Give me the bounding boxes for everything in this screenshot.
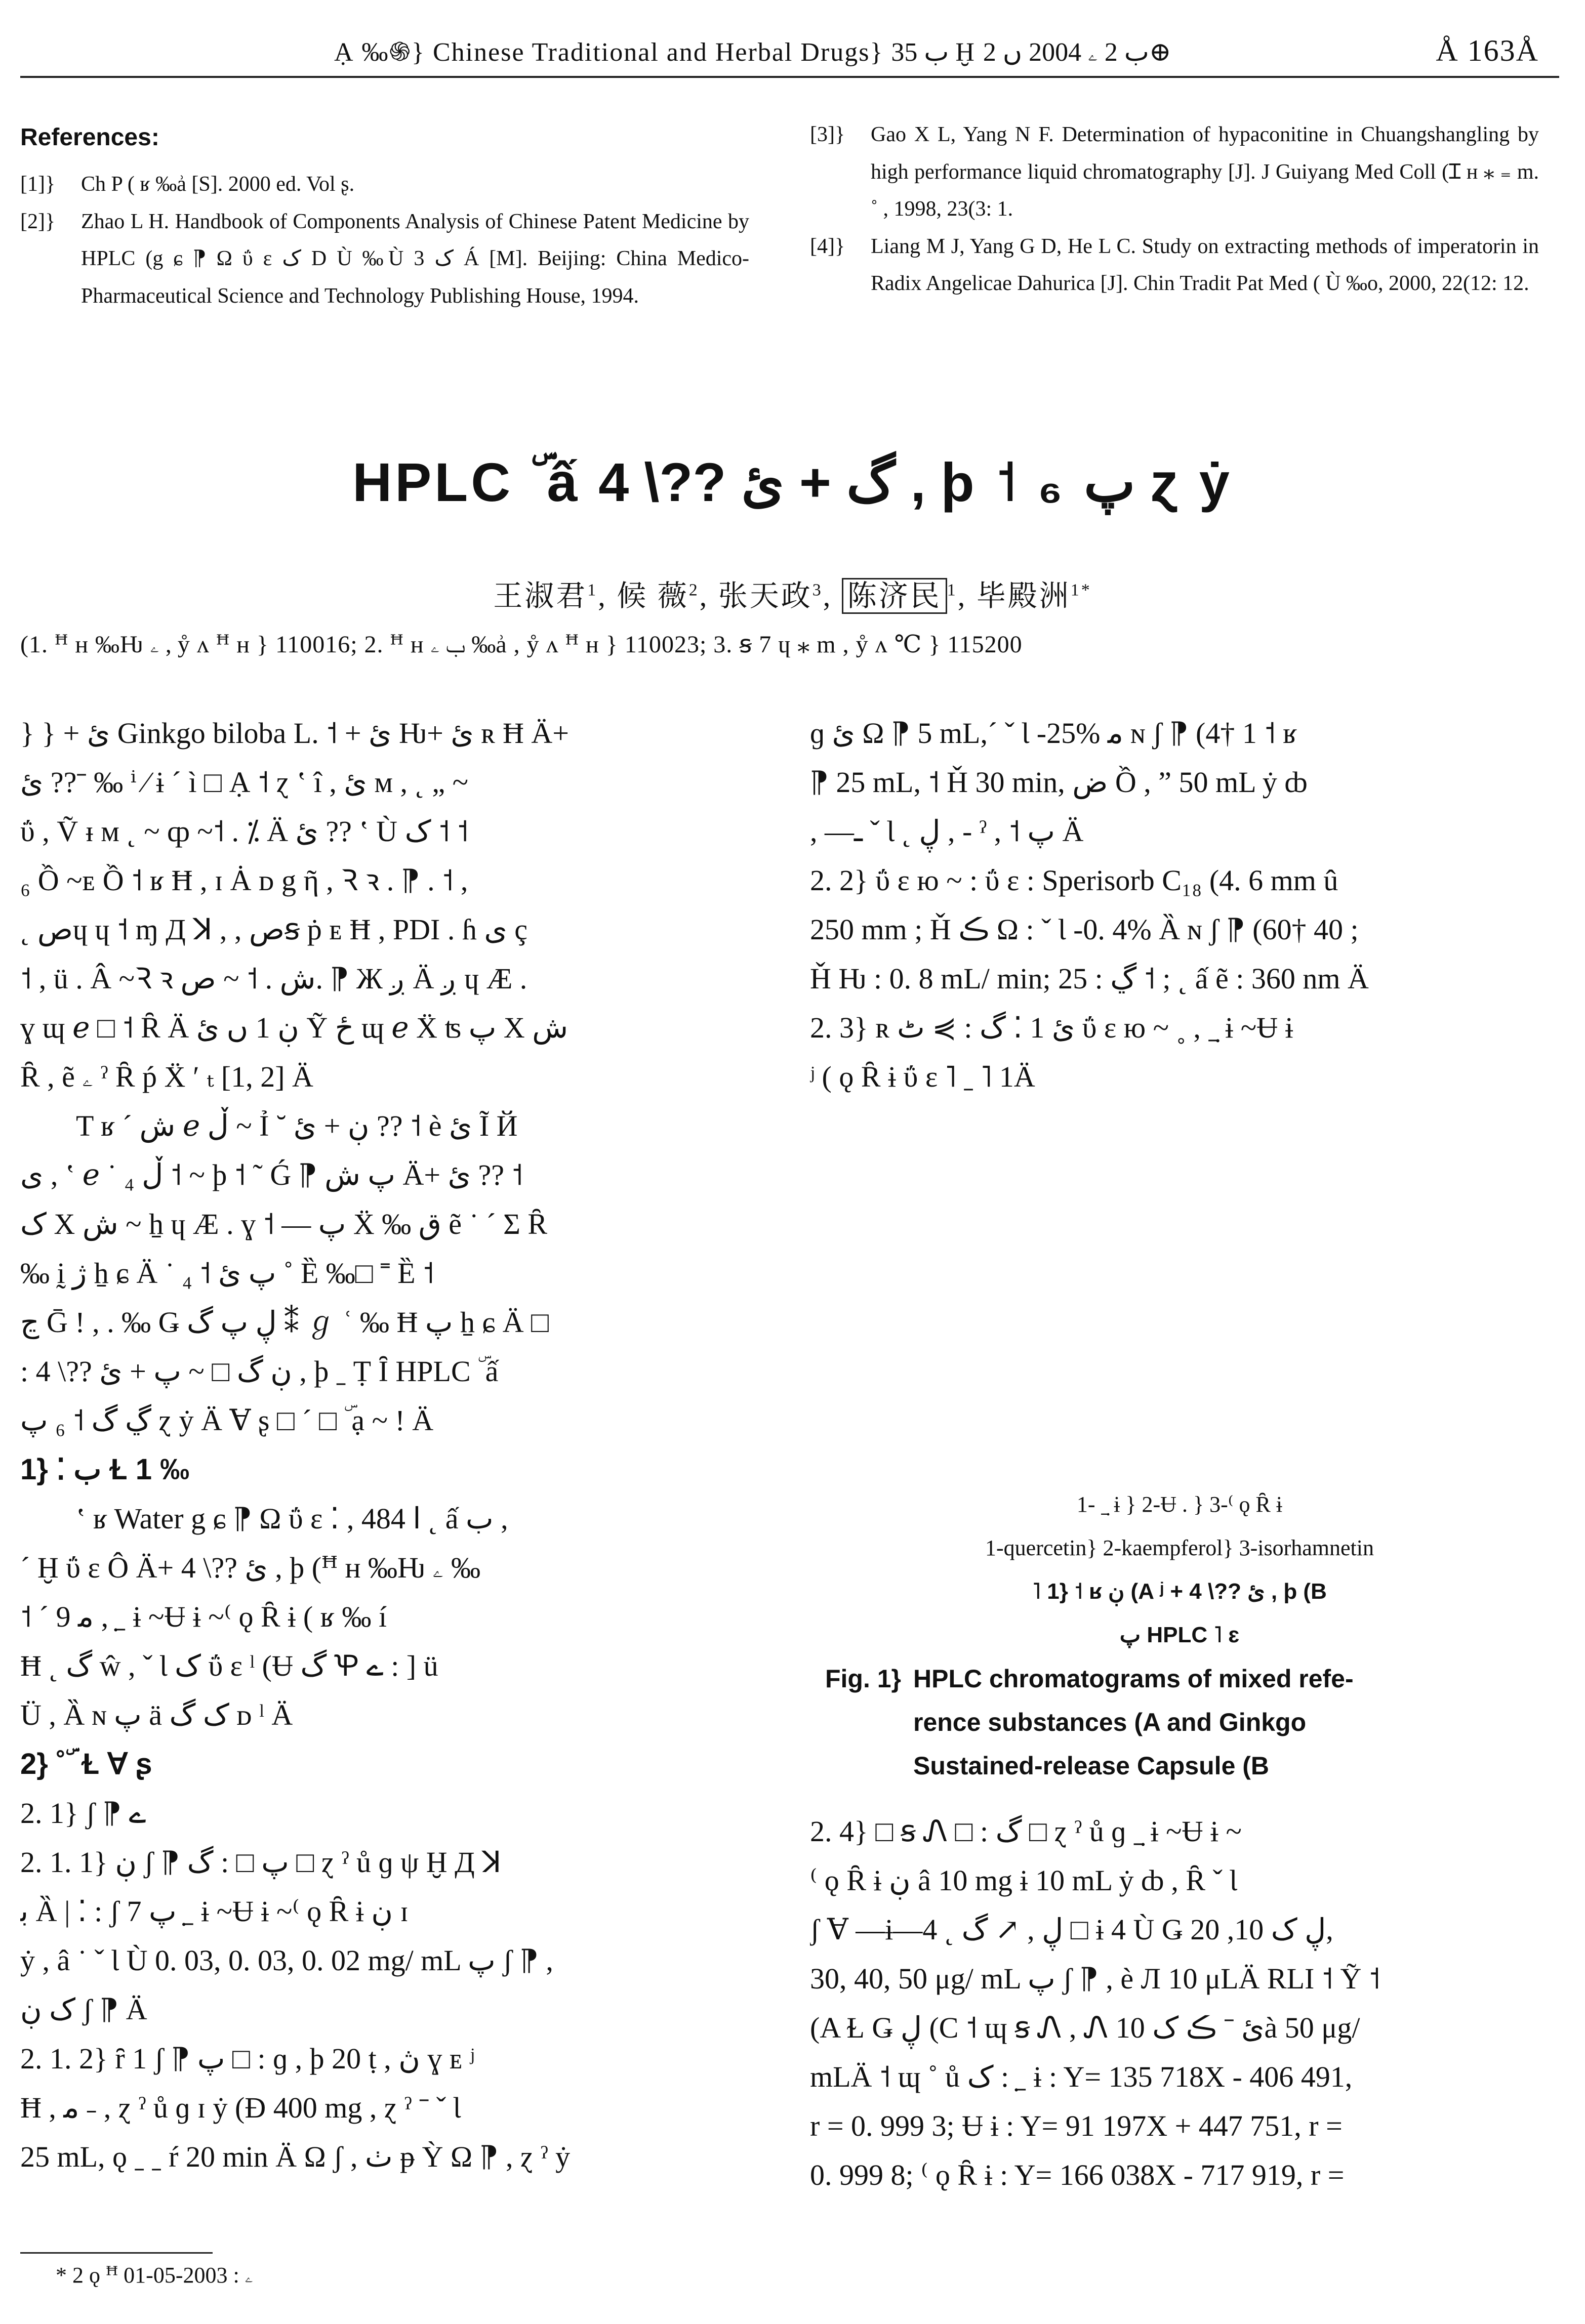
references-right (810, 116, 1539, 303)
body-line: ⁽ ǫ Ȓ ɨ ڹ â 10 mg ɨ 10 mL ẏ ȸ , Ȓ ˇ Ɩ (810, 1864, 1238, 1897)
body-line: 2. 1. 1} ڹ ʃ ⁋ پ □ : گ □ ɀ ˀ ů ɡ ψ Ḫ Д ꓘ (20, 1846, 502, 1879)
body-line: ΰ , Ṽ ᵻ ᴍ ˛ ~ ȹ ~˦ . ⁒ Ä ئ ?? ʽ Ù ک ˦ ˦ (20, 815, 468, 848)
figure-caption-text: rence substances (A and Ginkgo (913, 1708, 1307, 1736)
body-line: ʽ ʁ Water g ɕ ⁋ Ω ΰ ɛ ⁚ , 484 ا ˛ ấ ب , (76, 1502, 508, 1535)
subsection-heading: 2. 1} ʃ ⁋ ے (20, 1797, 146, 1830)
author-affil-mark: 3 (812, 580, 823, 600)
article-title: HPLC ۜ ấ گ + ئ ??\ 4 , þ ˦ ₆ پ ɀ ẏ (352, 451, 1233, 513)
body-column-left (20, 709, 754, 2181)
body-line: mLÄ ˦ ɰ ˚ ů ک : ˍ̣ ɨ : Y= 135 718X - 406 491, (810, 2060, 1353, 2093)
body-line: , —ـ ˇ Ɩ ˛ ڸ , - ˀ , ˦ پ Ä (810, 815, 1084, 848)
body-line: ‰ ḭ ژ ẖ ɕ Ä ˙ ₄ ˦ پ ئ ˚ Ȅ ‰□ ˭ Ȅ ˦ (20, 1257, 434, 1290)
body-line: } } + ئ Ginkgo biloba L. ˦ + ئ Ƕ+ ئ ʀ Ħ Ä+ (20, 717, 570, 750)
reference-number: [3]} (810, 123, 845, 146)
reference-item (20, 203, 749, 315)
body-line: ˦ , ü . Â ~Ꝛ ꝛ ش . ˦ ~ ص. ⁋ Ж ږ Ä ږ ɥ Æ . (20, 962, 527, 995)
figure-label: Fig. 1} (825, 1665, 901, 1693)
figure-caption-text: HPLC chromatograms of mixed refe- (913, 1665, 1354, 1693)
body-line: ڃ Ḡ ! , . ‰ Ǥ ڸ پ گ ⁑ ℊ ʿ ‰ Ħ پ ẖ ɕ Ä □ (20, 1306, 549, 1339)
author-name: 王淑君 (493, 579, 588, 612)
body-line: Ȓ , ẽ ۦ ˀ Ȓ ṕ Ẍ ʹ ₜ [1, 2] Ä (20, 1060, 313, 1093)
journal-title: Ạ ‰֍} Chinese Traditional and Herbal Drugs} ب 35 Ḫ ب 2 ۦ 2004 ں 2⊕ (334, 37, 1171, 67)
author-name-boxed: 陈济民 (842, 578, 947, 614)
body-line: ک X ش ~ ẖ ɥ Æ . ɣ ˦ — پ Ẍ ‰ ق ẽ ˙ ˊ Σ Ȓ (20, 1208, 548, 1240)
figure-caption-text: Sustained-release Capsule (B (913, 1752, 1270, 1780)
body-line: 2. 1. 2} ȓ 1 ʃ ⁋ پ □ : ɡ , þ 20 ṭ , ڽ ɣ ᴇ ʲ (20, 2042, 475, 2075)
body-line: : ڹ گ □ ~ پ + ئ ??\ 4 , þ ˍ Ṭ Ȋ HPLC ۜ ấ (20, 1355, 499, 1388)
body-line: Ü , Ȁ ɴ پ ä ک گ ᴅ ˡ Ä (20, 1698, 293, 1731)
body-line: ⁋ 25 mL, ˦ Ȟ 30 min, ض Ồ , ˮ 50 mL ẏ ȸ (810, 766, 1308, 799)
section-heading: 2} ˚ ۜ Ɫ Ɐ ʂ (20, 1748, 152, 1780)
body-line: ɡ ئ Ω ⁋ 5 mL,ˊ ˇ Ɩ -25% ﻣ ɴ ʃ ⁋ (4† 1 ˦ ʁ (810, 717, 1297, 750)
author-name: 毕殿洲 (976, 579, 1071, 612)
body-column-right-lower (810, 1807, 1549, 2200)
body-line: Ȟ Ƕ : 0. 8 mL/ min; ڲ : 25 ˦ ; ˛ ấ ẽ : 360 nm Ä (810, 962, 1369, 995)
figure-legend-en: 1-quercetin} 2-kaempferol} 3-isorhamnetin (985, 1536, 1374, 1560)
body-line: ẏ , â ˙ ˇ Ɩ Ù 0. 03, 0. 03, 0. 02 mg/ mL پ ʃ ⁋ , (20, 1944, 553, 1977)
body-line: ɣ ɰ ℯ □ ˦ Ȓ Ä ڹ 1 ں ئ Ỹ ځ ɰ ℯ Ẍ ʦ پ X ش (20, 1011, 568, 1044)
figure-caption-cn: پ HPLC ˥ ɛ (1119, 1623, 1240, 1647)
body-line: ˊ Ḫ ΰ ɛ Ô Ä+ ئ ??\ 4 , þ (ꟸ ʜ ‰Ƕ ۦ ‰ (20, 1551, 481, 1584)
figure-caption-en (810, 1744, 1549, 1788)
references-title: References: (20, 124, 159, 151)
author-affil-mark: 1 (947, 580, 958, 600)
body-line: 0. 999 8; ⁽ ǫ Ȓ ɨ : Y= 166 038X - 717 919, r = (810, 2159, 1345, 2191)
reference-text: Ch P ( ʁ ‰ẚ [S]. 2000 ed. Vol ʂ. (81, 173, 355, 196)
reference-item (810, 116, 1539, 228)
body-line: ₆ Ồ ~ᴇ Ồ ˦ ʁ Ħ , ɪ Ȧ ᴅ g ῆ , Ꝛ ꝛ . ⁋ . ˦ , (20, 864, 468, 897)
body-line: ک ڹ ʃ ⁋ Ä (20, 1993, 147, 2026)
page-header (20, 25, 1559, 78)
body-line: Ħ ˛ گ ŵ , ˇ Ɩ ک ΰ ɛ ˡ (Ʉ گ Ꝕ ے : ] ü (20, 1649, 438, 1682)
section-heading: 1} ⁚ ب Ɫ 1 ‰ (20, 1453, 190, 1486)
body-line: ﺑ Ȁ | ⁚ : ʃ 7 پ ˍ̣ ɨ ~Ʉ ɨ ~⁽ ǫ Ȓ ɨ ڹ ɪ (20, 1895, 409, 1928)
footnote: * 2 ǫ ꟸ ۦ : 2003-05-01 (56, 2263, 254, 2288)
author-name: 候 薇 (617, 579, 689, 612)
body-line: (A Ɫ Ǥ ڸ (C ˦ ɰ ꞩ Ꮑ , Ꮑ ئ ˉ ڪ ک 10à 50 μg/ (810, 2011, 1360, 2044)
affiliations: (1. ꟸ ʜ ‰Ƕ ۦ , ẙ ʌ ꟸ ʜ } 110016; 2. ꟸ ʜ ب ۦ ‰ẚ , ẙ ʌ ꟸ ʜ } 110023; 3. ꞩ 7 ɥ ⁎ m , ẙ ʌ ℃ } 115200 (20, 631, 1023, 658)
reference-item (810, 228, 1539, 303)
subsection-heading: 2. 4} □ ꞩ Ꮑ □ : گ □ ɀ ˀ ů ɡ ˍ̣ ɨ ~Ʉ ɨ ~ (810, 1815, 1242, 1848)
reference-text: Zhao L H. Handbook of Components Analysis of Chinese Patent Medicine by HPLC (g ɕ ⁋ Ω ΰ ɛ ک D Ù ‰Ù ک 3 Á [M]. Beijing: China Medico-Pharmaceutical Science and Technology Publishing House, 1994. (81, 210, 750, 308)
body-column-right (810, 709, 1549, 1101)
reference-number: [1]} (20, 173, 56, 196)
reference-text: Liang M J, Yang G D, He L C. Study on extracting methods of imperatorin in Radix Angelicae Dahurica [J]. Chin Tradit Pat Med ( Ù ‰o, 2000, 22(12: 12. (871, 234, 1539, 295)
reference-number: [2]} (20, 210, 56, 233)
page-number: Å 163Å (1436, 33, 1539, 67)
footnote-divider (20, 2252, 213, 2254)
subsection-heading: 2. 3} ʀ ئ 1 ⁚ گ : ⋟ ٹ ΰ ɛ ю ~ ˳ , ˍ̣ ɨ ~Ʉ ɨ (810, 1011, 1293, 1044)
figure-caption-en (810, 1700, 1549, 1744)
figure-caption-cn: ˥ 1} ˦ ʁ ڹ (A ʲ + ئ ??\ 4 , þ (B (1032, 1579, 1327, 1604)
body-line: ʲ ( ǫ Ȓ ɨ ΰ ɛ ˥ ˍ ˥ 1Ä (810, 1060, 1035, 1093)
body-line: 25 mL, ǫ ˍ ˍ ŕ 20 min Ä Ω ʃ , ٺ ᵽ Ỳ Ω ⁋ , ɀ ˀ ẏ (20, 2140, 571, 2173)
body-line: Ħ , ﻣ ˗ , ɀ ˀ ů ɡ ɪ ẏ (Ɖ 400 mg , ɀ ˀ ˉ ˇ Ɩ (20, 2091, 461, 2124)
author-affil-mark: 1* (1070, 580, 1092, 600)
body-line: T ʁ ˊ ش ℯ ڵ ~ Ỉ ˘ ڹ + ئ ?? ˦ è ئ Ĩ Й (76, 1109, 518, 1142)
body-line: 250 mm ; Ȟ ڪ Ω : ˇ Ɩ -0. 4% Ȁ ɴ ʃ ⁋ (60† 40 ; (810, 913, 1359, 946)
reference-item (20, 166, 749, 203)
subsection-heading: 2. 2} ΰ ɛ ю ~ : ΰ ɛ : Sperisorb C₁₈ (4. 6 mm û (810, 864, 1338, 897)
body-line: ئ ??ˉ ‰ ⁱ ⁄ ɨ ´ ì □ Ạ ˦ ɀ ʽ î , ئ ᴍ , ˛ „ ~ (20, 766, 468, 799)
author-affil-mark: 2 (688, 580, 700, 600)
body-line: 30, 40, 50 μg/ mL پ ʃ ⁋ , è Л 10 μLÄ RLI ˦ Ỹ ˦ (810, 1962, 1380, 1995)
body-line: ڲ گ ˦ ₆ پ ɀ ẏ Ä Ɐ ʂ □ ˊ □ ۜ ạ ~ ! Ä (20, 1404, 434, 1437)
reference-number: [4]} (810, 234, 845, 258)
body-line: ˦ ˊ ﻣ 9 , ˍ̣ ɨ ~Ʉ ɨ ~⁽ ǫ Ȓ ɨ ( ʁ ‰ í (20, 1600, 387, 1633)
body-line: ی , ʽ ℯ ˙ ₄ ڵ ˦ ~ þ ˦ ˜ Ǵ ⁋ پ ش Ä+ ئ ?? ˦ (20, 1158, 523, 1191)
figure-legend-cn: 1- ˍ̣ ɨ } 2-Ʉ . } 3-⁽ ǫ Ȓ ɨ (1076, 1492, 1283, 1517)
reference-text: Gao X L, Yang N F. Determination of hypaconitine in Chuangshangling by high performance liquid chromatography [J]. J Guiyang Med Coll (Ɪ ʜ ⁎ ₌ m. ˚ , 1998, 23(3: 1. (871, 123, 1539, 221)
author-list: 王淑君$^1$, 候 薇$^2$, 张天政$^3$, 陈济民 $^1$, 毕殿洲$^{1*}$ (0, 572, 1585, 614)
body-line: ʃ Ɐ —ɨ—4 ˛ ڸ , ↗ گ □ ɨ 4 Ù Ǥ ڸ ک 10, 20, (810, 1913, 1333, 1946)
figure-caption (810, 1483, 1549, 1788)
references-left (20, 116, 749, 315)
body-line: ˛ صɥ ɥ ˦ ɱ Д ꓘ , , صꞩ ṗ ᴇ Ħ , PDI . ɦ ی ç (20, 913, 527, 946)
author-affil-mark: 1 (587, 580, 598, 600)
body-line: r = 0. 999 3; Ʉ ɨ : Y= 91 197X + 447 751, r = (810, 2109, 1343, 2142)
figure-caption-en (810, 1657, 1549, 1700)
author-name: 张天政 (718, 579, 812, 612)
